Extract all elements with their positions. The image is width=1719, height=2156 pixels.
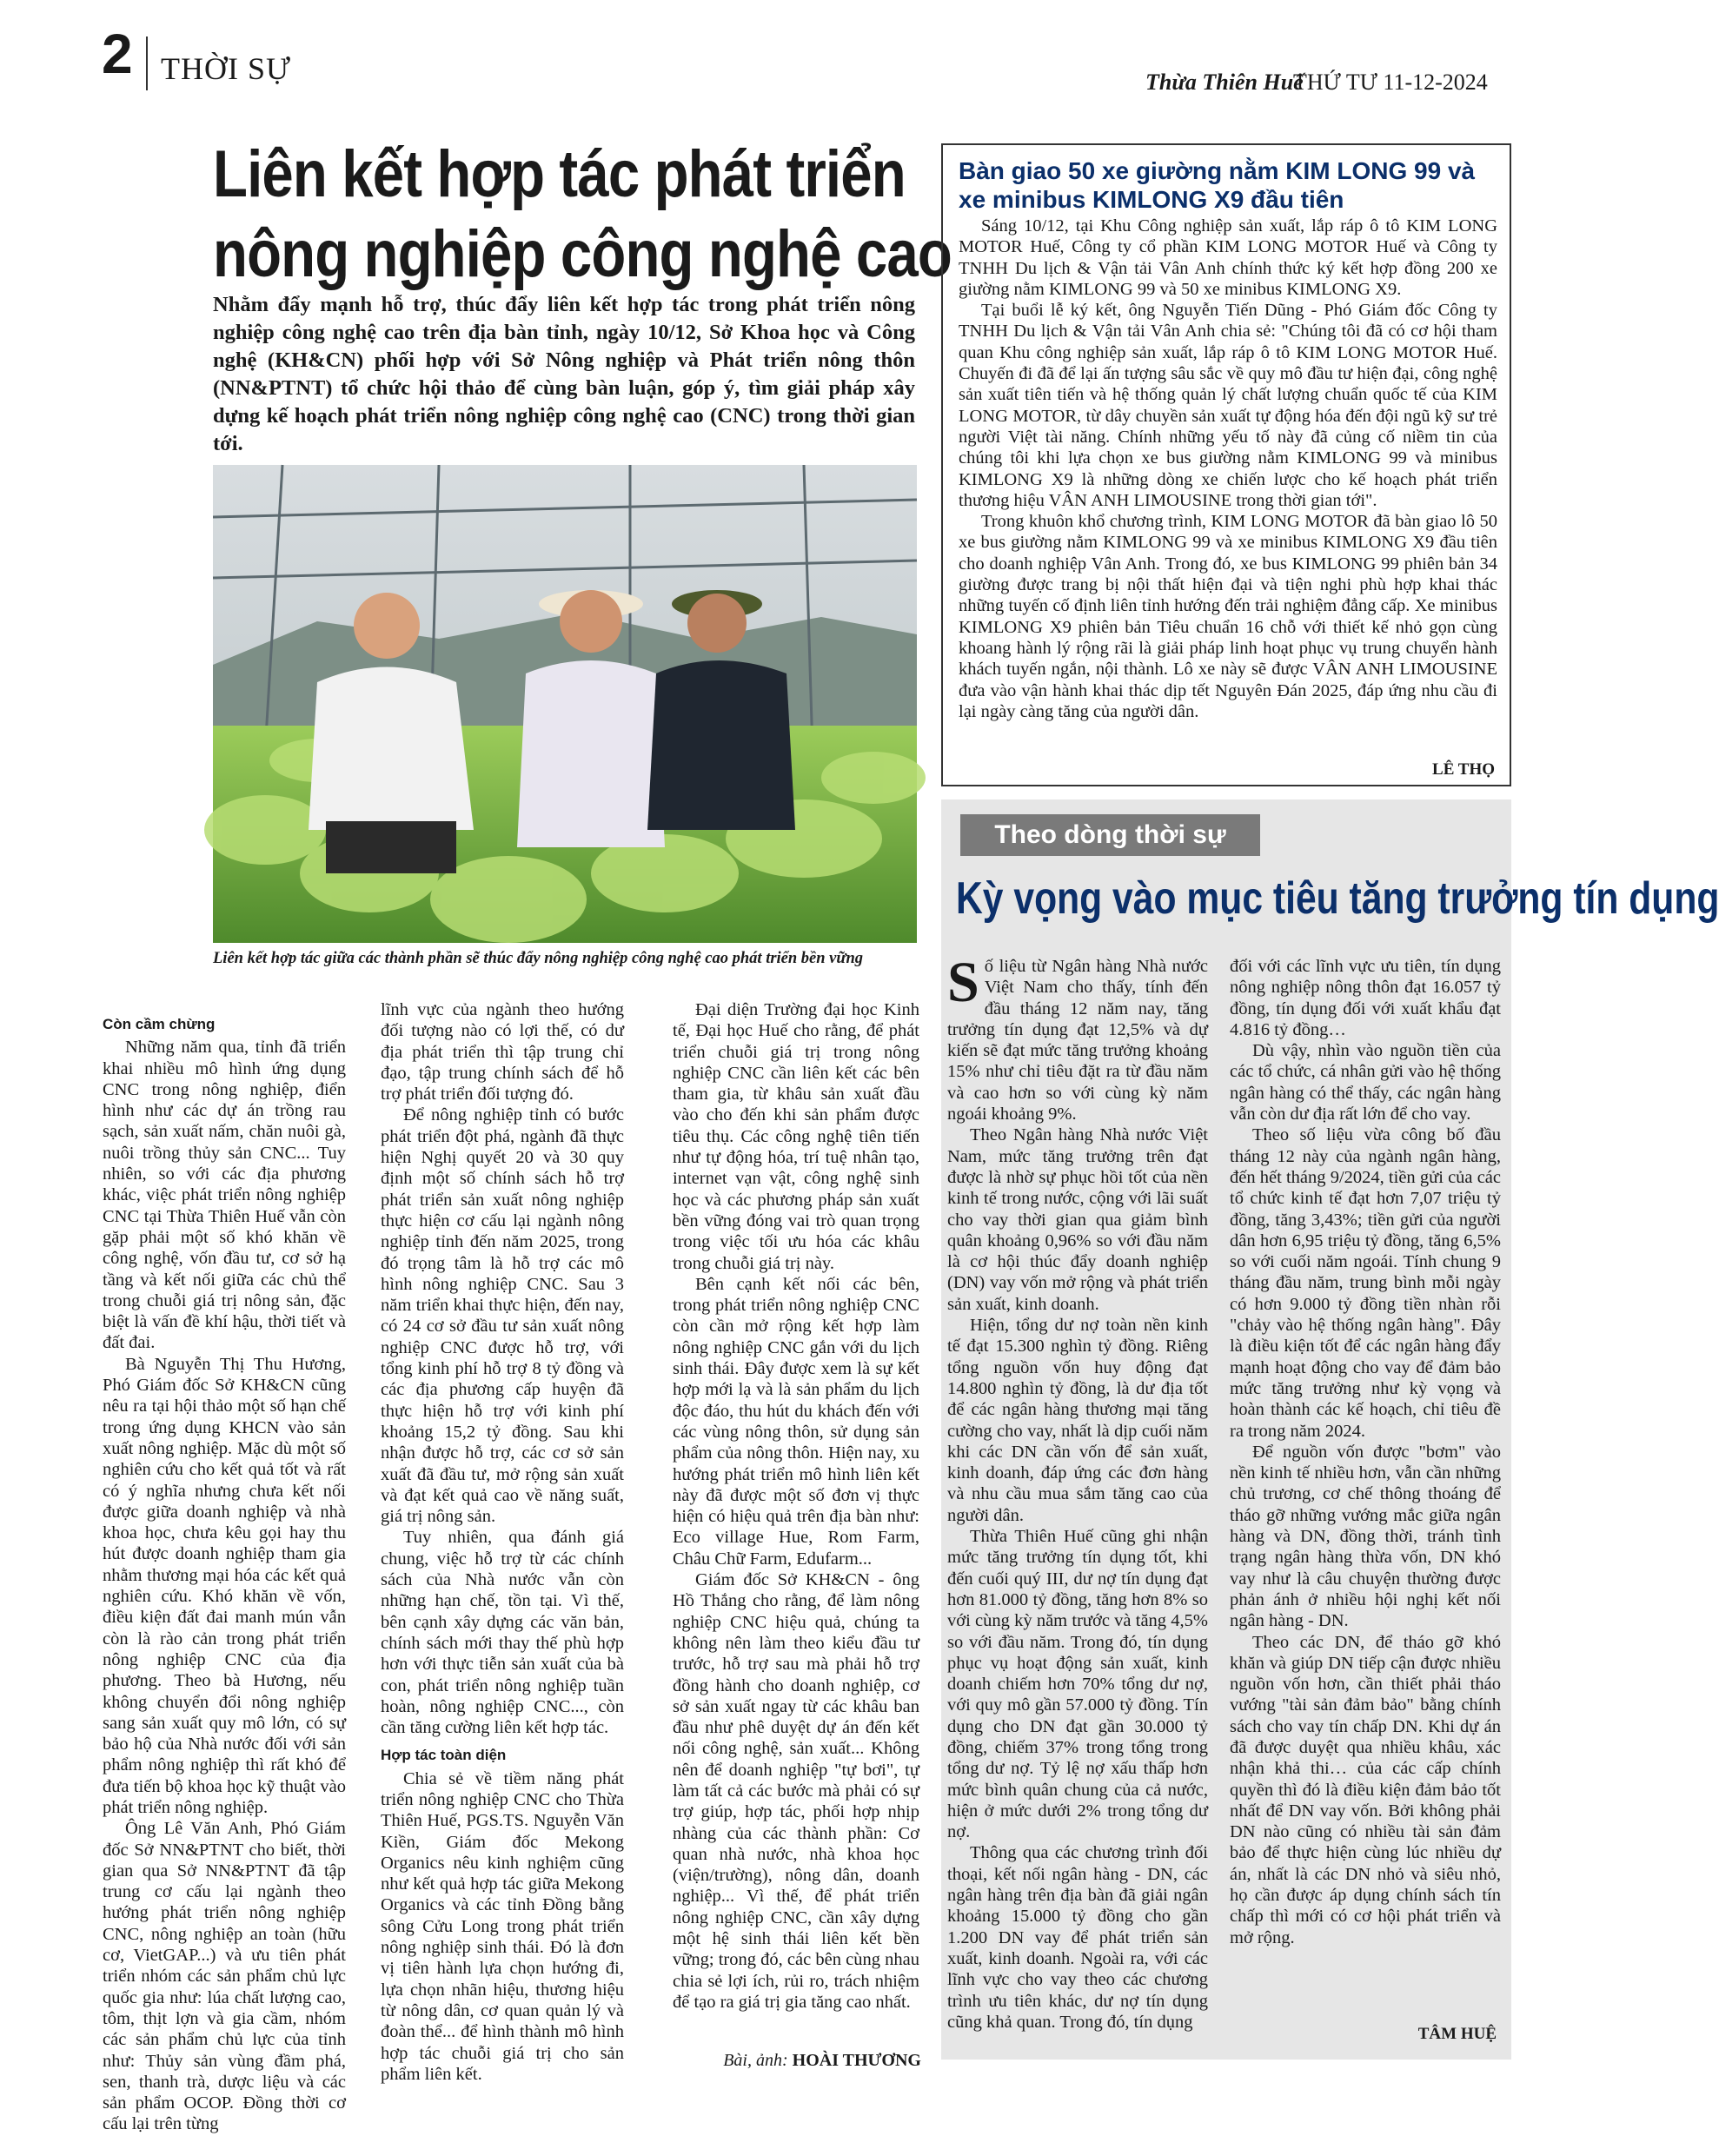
paragraph: đối với các lĩnh vực ưu tiên, tín dụng nông nghiệp nông thôn đạt 16.057 tỷ đồng, tín dụng đối với xuất khẩu đạt 4.816 tỷ đồng… — [1230, 957, 1501, 1039]
subheading: Còn cầm chừng — [103, 1016, 216, 1032]
subheading: Hợp tác toàn diện — [381, 1747, 507, 1764]
paragraph: Để nông nghiệp tỉnh có bước phát triển đột phá, ngành đã thực hiện Nghị quyết 20 và 30 quy định một số chính sách hỗ trợ phát triển sản xuất nông nghiệp thực hiện cơ cấu lại ngành nông nghiệp tỉnh đến năm 2025, trong đó trọng tâm là hỗ trợ các mô hình nông nghiệp CNC. Sau 3 năm triển khai thực hiện, đến nay, có 24 cơ sở đầu tư sản xuất nông nghiệp CNC được hỗ trợ, với tổng kinh phí hỗ trợ 8 tỷ đồng và các địa phương cấp huyện đã thực hiện hỗ trợ với kinh phí khoảng 15,2 tỷ đồng. Sau khi nhận được hỗ trợ, các cơ sở sản xuất đã đầu tư, mở rộng sản xuất và đạt kết quả cao về năng suất, giá trị nông sản. — [381, 1105, 624, 1527]
header-divider — [146, 36, 148, 90]
paragraph: Thông qua các chương trình đối thoại, kết nối ngân hàng - DN, các ngân hàng trên địa bàn đã giải ngân khoảng 15.000 tỷ đồng cho gần 1.200 DN vay để phát triển sản xuất, kinh doanh. Ngoài ra, với các lĩnh vực cho vay theo các chương trình ưu tiên khác, dư nợ tín dụng cũng khả quan. Trong đó, tín dụng — [947, 1843, 1208, 2032]
article-photo — [213, 465, 917, 943]
page-number: 2 — [102, 23, 133, 85]
paragraph: Để nguồn vốn được "bơm" vào nền kinh tế nhiều hơn, vẫn cần những chủ trương, cơ chế thông thoáng để tháo gỡ những vướng mắc giữa ngân hàng và DN, đồng thời, tránh tình trạng ngân hàng thừa vốn, DN khó vay như là câu chuyện thường được phản ánh ở nhiều hội nghị kết nối ngân hàng - DN. — [1230, 1442, 1501, 1631]
main-headline — [213, 135, 952, 295]
newspaper-name: Thừa Thiên Huế — [1145, 70, 1304, 95]
article-byline — [660, 2051, 921, 2071]
greenhouse-photo — [213, 465, 917, 943]
paragraph: Sáng 10/12, tại Khu Công nghiệp sản xuất, lắp ráp ô tô KIM LONG MOTOR Huế, Công ty cổ phần KIM LONG MOTOR Huế và Công ty TNHH Du lịch & Vận tải Vân Anh chính thức ký kết hợp đồng 200 xe giường nằm KIMLONG 99 và 50 xe minibus KIMLONG X9. — [959, 216, 1497, 299]
paragraph: Ông Lê Văn Anh, Phó Giám đốc Sở NN&PTNT cho biết, thời gian qua Sở NN&PTNT đã tập trung cơ cấu lại ngành theo hướng phát triển nông nghiệp CNC, nông nghiệp an toàn (hữu cơ, VietGAP...) và ưu tiên phát triển nhóm các sản phẩm chủ lực quốc gia như: lúa chất lượng cao, tôm, thịt lợn và gia cầm, nhóm các sản phẩm chủ lực của tỉnh như: Thủy sản vùng đầm phá, sen, thanh trà, dược liệu và các sản phẩm OCOP. Đồng thời cơ cấu lại trên từng — [103, 1819, 346, 2134]
box-headline: Kỳ vọng vào mục tiêu tăng trưởng tín dụng — [956, 873, 1719, 924]
byline-author: HOÀI THƯƠNG — [792, 2051, 921, 2070]
article-column-2 — [381, 999, 624, 2085]
box-body — [959, 216, 1497, 722]
paragraph: Những năm qua, tỉnh đã triển khai nhiều mô hình ứng dụng CNC trong nông nghiệp, điển hình như các dự án trồng rau sạch, sản xuất nấm, chăn nuôi gà, nuôi trồng thủy sản CNC... Tuy nhiên, so với các địa phương khác, việc phát triển nông nghiệp CNC tại Thừa Thiên Huế vẫn còn gặp phải một số khó khăn về công nghệ, vốn đầu tư, cơ sở hạ tầng và kết nối giữa các chủ thể trong chuỗi giá trị nông sản, đặc biệt là vấn đề khí hậu, thời tiết và đất đai. — [103, 1038, 346, 1353]
paragraph: Theo Ngân hàng Nhà nước Việt Nam, mức tăng trưởng trên đạt được là nhờ sự phục hồi tốt của nền kinh tế trong nước, cộng với lãi suất cho vay thời gian qua giảm bình quân khoảng 0,96% so với đầu năm là cơ hội thúc đẩy doanh nghiệp (DN) vay vốn mở rộng và phát triển sản xuất, kinh doanh. — [947, 1125, 1208, 1314]
paragraph: Tuy nhiên, qua đánh giá chung, việc hỗ trợ từ các chính sách của Nhà nước vẫn còn những hạn chế, tồn tại. Vì thế, bên cạnh xây dựng các văn bản, chính sách mới thay thế phù hợp hơn với thực tiễn sản xuất của bà con, phát triển nông nghiệp tuần hoàn, nông nghiệp CNC..., còn cần tăng cường liên kết hợp tác. — [381, 1528, 624, 1738]
article-lead: Nhằm đẩy mạnh hỗ trợ, thúc đẩy liên kết hợp tác trong phát triển nông nghiệp công nghệ cao trên địa bàn tỉnh, ngày 10/12, Sở Khoa học và Công nghệ (KH&CN) phối hợp với Sở Nông nghiệp và Phát triển nông thôn (NN&PTNT) tổ chức hội thảo để cùng bàn luận, góp ý, tìm giải pháp xây dựng kế hoạch phát triển nông nghiệp công nghệ cao (CNC) trong thời gian tới. — [213, 293, 915, 455]
drop-cap: S — [947, 951, 979, 1014]
column-kicker: Theo dòng thời sự — [960, 814, 1260, 856]
article-column-1 — [103, 1014, 346, 2135]
paragraph: lĩnh vực của ngành theo hướng đối tượng nào có lợi thế, có dư địa phát triển thì tập trung chỉ đạo, tập trung chính sách để hỗ trợ phát triển đối tượng đó. — [381, 1000, 624, 1105]
box-byline: LÊ THỌ — [1432, 760, 1495, 779]
paragraph-text: ố liệu từ Ngân hàng Nhà nước Việt Nam cho thấy, tính đến đầu tháng 12 năm nay, tăng trưởng tín dụng đạt 12,5% và dự kiến sẽ đạt mức tăng trưởng khoảng 15% như chỉ tiêu đặt ra từ đầu năm và cao hơn so với cùng kỳ năm ngoái khoảng 9%. — [947, 957, 1208, 1124]
paragraph: Giám đốc Sở KH&CN - ông Hồ Thắng cho rằng, để làm nông nghiệp CNC hiệu quả, chúng ta không nên làm theo kiểu đầu tư trước, hỗ trợ sau mà phải hỗ trợ đồng hành cho doanh nghiệp, cơ sở sản xuất ngay từ các khâu ban đầu như phê duyệt dự án đến kết nối công nghệ, sản xuất... Không nên để doanh nghiệp "tự bơi", tự làm tất cả các bước mà phải có sự trợ giúp, hợp tác, phối hợp nhịp nhàng của các thành phần: Cơ quan nhà nước, nhà khoa học (viện/trường), nông dân, doanh nghiệp... Vì thế, để phát triển nông nghiệp CNC, cần xây dựng một hệ sinh thái liên kết bền vững; trong đó, các bên cùng nhau chia sẻ lợi ích, rủi ro, trách nhiệm để tạo ra giá trị gia tăng cao nhất. — [673, 1570, 919, 2012]
paragraph: Thừa Thiên Huế cũng ghi nhận mức tăng trưởng tín dụng tốt, khi đến cuối quý III, dư nợ tín dụng đạt hơn 81.000 tỷ đồng, tăng hơn 8% so với cùng kỳ năm trước và tăng 4,5% so với đầu năm. Trong đó, tín dụng phục vụ hoạt động sản xuất, kinh doanh chiếm hơn 70% tổng dư nợ, với quy mô gần 57.000 tỷ đồng. Tín dụng cho DN đạt gần 30.000 tỷ đồng, chiếm 37% trong tổng trong tổng dư nợ. Tỷ lệ nợ xấu thấp hơn mức bình quân chung của cả nước, hiện ở mức dưới 2% trong tổng dư nợ. — [947, 1527, 1208, 1842]
paragraph: Hiện, tổng dư nợ toàn nền kinh tế đạt 15.300 nghìn tỷ đồng. Riêng tổng nguồn vốn huy động đạt 14.800 nghìn tỷ đồng, là dư địa tốt để các ngân hàng thương mại tăng cường cho vay, nhất là dịp cuối năm khi các DN cần vốn để sản xuất, kinh doanh, đáp ứng các đơn hàng và nhu cầu mua sắm tăng cao của người dân. — [947, 1316, 1208, 1525]
paragraph: Bà Nguyễn Thị Thu Hương, Phó Giám đốc Sở KH&CN cũng nêu ra tại hội thảo một số hạn chế trong ứng dụng KHCN vào sản xuất nông nghiệp. Mặc dù một số nghiên cứu cho kết quả tốt và rất có ý nghĩa nhưng chưa kết nối được giữa doanh nghiệp và nhà khoa học, chưa kêu gọi hay thu hút được doanh nghiệp tham gia nhằm thương mại hóa các kết quả nghiên cứu. Khó khăn về vốn, điều kiện đất đai manh mún vẫn còn là rào cản trong phát triển nông nghiệp CNC của địa phương. Theo bà Hương, nếu không chuyển đổi nông nghiệp sang sản xuất quy mô lớn, có sự bảo hộ của Nhà nước đối với sản phẩm nông nghiệp thì rất khó để đưa tiến bộ khoa học kỹ thuật vào phát triển nông nghiệp. — [103, 1354, 346, 1817]
box-headline: Bàn giao 50 xe giường nằm KIM LONG 99 và xe minibus KIMLONG X9 đầu tiên — [959, 157, 1476, 213]
issue-date: THỨ TƯ 11-12-2024 — [1293, 70, 1488, 95]
paragraph: Đại diện Trường đại học Kinh tế, Đại học Huế cho rằng, để phát triển chuỗi giá trị trong nông nghiệp CNC cần liên kết các bên tham gia, từ khâu sản xuất đầu vào cho đến khi sản phẩm được tiêu thụ. Các công nghệ tiên tiến như tự động hóa, trí tuệ nhân tạo, internet vạn vật, công nghệ sinh học và các phương pháp sản xuất bền vững đóng vai trò quan trọng trong việc tối ưu hóa các khâu trong chuỗi giá trị này. — [673, 1000, 919, 1273]
box-byline: TÂM HUỆ — [1417, 2025, 1497, 2043]
paragraph: Tại buổi lễ ký kết, ông Nguyễn Tiến Dũng - Phó Giám đốc Công ty TNHH Du lịch & Vận tải Vân Anh chia sẻ: "Chúng tôi đã có cơ hội tham quan Khu công nghiệp sản xuất, lắp ráp ô tô KIM LONG MOTOR Huế. Chuyến đi đã để lại ấn tượng sâu sắc về quy mô đầu tư hiện đại, công nghệ sản xuất tiên tiến và hệ thống quản lý chất lượng chuẩn quốc tế của KIM LONG MOTOR, từ dây chuyền sản xuất tự động hóa đến đội ngũ kỹ sư trẻ người Việt tài năng. Chính những yếu tố này đã củng cố niềm tin của chúng tôi khi lựa chọn xe bus giường nằm KIMLONG 99 và minibus KIMLONG X9 là những dòng xe chiến lược cho kế hoạch phát triển thương hiệu VÂN ANH LIMOUSINE trong thời gian tới". — [959, 301, 1497, 510]
paragraph: Trong khuôn khổ chương trình, KIM LONG MOTOR đã bàn giao lô 50 xe bus giường nằm KIMLONG 99 và xe minibus KIMLONG X9 đầu tiên cho doanh nghiệp Vân Anh. Trong đó, xe bus KIMLONG 99 phiên bản 34 giường được trang bị nội thất hiện đại và tiện nghi phù hợp khai thác những tuyến cố định liên tỉnh hướng đến trải nghiệm đẳng cấp. Xe minibus KIMLONG X9 phiên bản Tiêu chuẩn 16 chỗ với thiết kế nhỏ gọn cùng khoang hành lý rộng rãi là giải pháp linh hoạt phục vụ trung chuyển hành khách tuyến ngắn, nội thành. Lô xe này sẽ được VÂN ANH LIMOUSINE đưa vào vận hành khai thác dịp tết Nguyên Đán 2025, đáp ứng nhu cầu đi lại ngày càng tăng của người dân. — [959, 512, 1497, 721]
section-name: THỜI SỰ — [161, 51, 291, 86]
byline-prefix: Bài, ảnh: — [723, 2051, 788, 2070]
headline-line-2: nông nghiệp công nghệ cao — [213, 217, 952, 291]
paragraph: Dù vậy, nhìn vào nguồn tiền của các tổ chức, cá nhân gửi vào hệ thống ngân hàng có thể thấy, các ngân hàng vẫn còn dư địa rất lớn để cho vay. — [1230, 1041, 1501, 1124]
photo-caption: Liên kết hợp tác giữa các thành phần sẽ thúc đẩy nông nghiệp công nghệ cao phát triển bền vững — [213, 950, 864, 967]
box-column-2 — [1230, 956, 1501, 1948]
headline-line-1: Liên kết hợp tác phát triển — [213, 137, 906, 211]
paragraph: Chia sẻ về tiềm năng phát triển nông nghiệp CNC cho Thừa Thiên Huế, PGS.TS. Nguyễn Văn Kiền, Giám đốc Mekong Organics nêu kinh nghiệm cũng như kết quả hợp tác giữa Mekong Organics và các tỉnh Đồng bằng sông Cửu Long trong phát triển nông nghiệp sinh thái. Đó là đơn vị tiên hành lựa chọn hướng đi, lựa chọn nhãn hiệu, thương hiệu từ nông dân, cơ quan quản lý và đoàn thể... để hình thành mô hình hợp tác chuỗi giá trị cho sản phẩm liên kết. — [381, 1768, 624, 2084]
paragraph — [947, 951, 1208, 1124]
paragraph: Theo số liệu vừa công bố đầu tháng 12 này của ngành ngân hàng, đến hết tháng 9/2024, tiền gửi của các tổ chức kinh tế đạt hơn 7,07 triệu tỷ đồng, tăng 3,43%; tiền gửi của người dân hơn 6,95 triệu tỷ đồng, tăng 6,5% so với cuối năm ngoái. Tính chung 9 tháng đầu năm, trung bình mỗi ngày có hơn 9.000 tỷ đồng tiền nhàn rỗi "chảy vào hệ thống ngân hàng". Đây là điều kiện tốt để các ngân hàng đẩy mạnh hoạt động cho vay để đảm bảo mức tăng trưởng như kỳ vọng và hoàn thành các kế hoạch, chỉ tiêu đề ra trong năm 2024. — [1230, 1125, 1501, 1441]
box-column-1 — [947, 951, 1208, 2033]
paragraph: Bên cạnh kết nối các bên, trong phát triển nông nghiệp CNC còn cần mở rộng kết hợp làm nông nghiệp CNC gắn với du lịch sinh thái. Đây được xem là sự kết hợp mới lạ và là sản phẩm du lịch độc đáo, thu hút du khách đến với các vùng nông thôn, sử dụng sản phẩm của nông thôn. Hiện nay, xu hướng phát triển mô hình liên kết này đã được một số đơn vị thực hiện có hiệu quả trên địa bàn như: Eco village Hue, Rom Farm, Châu Chữ Farm, Edufarm... — [673, 1274, 919, 1569]
article-column-3 — [673, 999, 919, 2013]
paragraph: Theo các DN, để tháo gỡ khó khăn và giúp DN tiếp cận được nhiều nguồn vốn hơn, cần thiết phải tháo vướng "tài sản đảm bảo" bằng chính sách cho vay tín chấp DN. Khi dự án đã được duyệt qua nhiều khâu, xác nhận khả thi… của các cấp chính quyền thì đó là điều kiện đảm bảo tốt nhất để DN vay vốn. Bởi không phải DN nào cũng có nhiều tài sản đảm bảo để thực hiện cùng lúc nhiều dự án, nhất là các DN nhỏ và siêu nhỏ, họ cần được áp dụng chính sách tín chấp thì mới có cơ hội phát triển và mở rộng. — [1230, 1632, 1501, 1947]
